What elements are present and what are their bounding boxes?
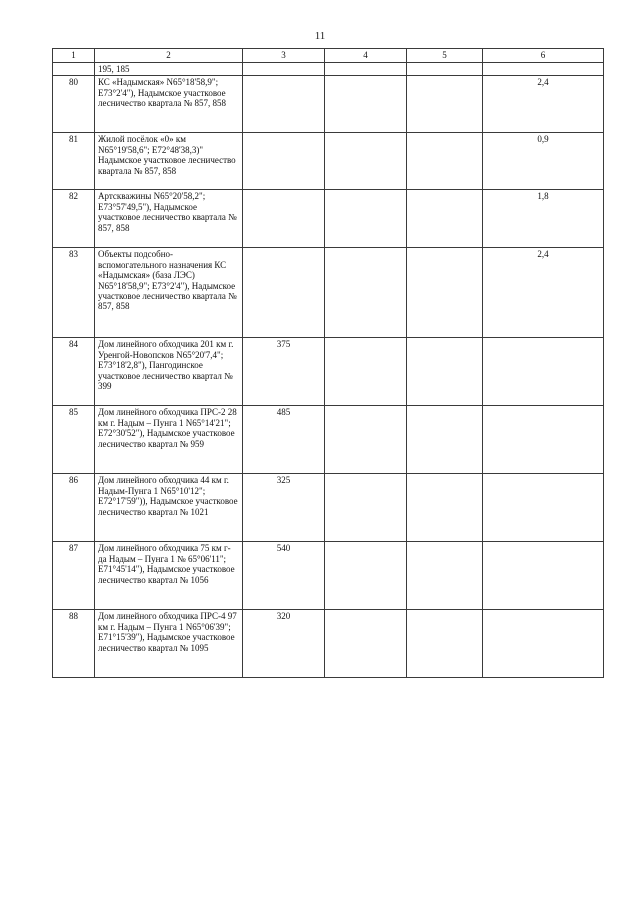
col3-value: 320 xyxy=(243,610,325,678)
object-description: Дом линейного обходчика 201 км г. Уренгой-Новопсков N65°20'7,4"; E73°18'2,8"), Пангодинское участковое лесничество квартал № 399 xyxy=(95,338,243,406)
row-number: 86 xyxy=(53,474,95,542)
col4-value xyxy=(325,406,407,474)
col5-value xyxy=(407,338,483,406)
col4-value xyxy=(325,133,407,190)
col6-value xyxy=(483,542,604,610)
table-row xyxy=(53,610,604,678)
table-row xyxy=(53,474,604,542)
table-row xyxy=(53,76,604,133)
object-description: Дом линейного обходчика 75 км г-да Надым – Пунга 1 № 65°06'11"; E71°45'14"), Надымское участковое лесничество квартал № 1056 xyxy=(95,542,243,610)
col3-value xyxy=(243,190,325,248)
row-number: 82 xyxy=(53,190,95,248)
header-col-3: 3 xyxy=(243,49,325,63)
col5-value xyxy=(407,76,483,133)
object-description: Объекты подсобно-вспомогательного назначения КС «Надымская» (база ЛЭС) N65°18'58,9"; E73°2'4"), Надымское участковое лесничество квартала № 857, 858 xyxy=(95,248,243,338)
row-number: 80 xyxy=(53,76,95,133)
table-row xyxy=(53,190,604,248)
row-number: 85 xyxy=(53,406,95,474)
col5-value xyxy=(407,133,483,190)
object-description: Дом линейного обходчика ПРС-2 28 км г. Надым – Пунга 1 N65°14'21"; E72°30'52"), Надымское участковое лесничество квартал № 959 xyxy=(95,406,243,474)
row-number: 81 xyxy=(53,133,95,190)
object-description: Артскважины N65°20'58,2"; E73°57'49,5"), Надымское участковое лесничество квартала № 857, 858 xyxy=(95,190,243,248)
continuation-row xyxy=(53,63,604,76)
col3-value: 540 xyxy=(243,542,325,610)
header-col-2: 2 xyxy=(95,49,243,63)
col3-value xyxy=(243,76,325,133)
row-number: 87 xyxy=(53,542,95,610)
page-number: 11 xyxy=(314,30,326,42)
col4-value xyxy=(325,338,407,406)
table-row xyxy=(53,248,604,338)
col5-value xyxy=(407,610,483,678)
continuation-text: 195, 185 xyxy=(95,63,243,76)
object-description: КС «Надымская» N65°18'58,9"; E73°2'4"), Надымское участковое лесничество квартала № 857, 858 xyxy=(95,76,243,133)
col5-value xyxy=(407,474,483,542)
col3-value xyxy=(243,133,325,190)
col4-value xyxy=(325,542,407,610)
table-row xyxy=(53,542,604,610)
object-description: Дом линейного обходчика 44 км г. Надым-Пунга 1 N65°10'12"; E72°17'59")), Надымское участковое лесничество квартал № 1021 xyxy=(95,474,243,542)
col3-value: 375 xyxy=(243,338,325,406)
col4-value xyxy=(325,76,407,133)
document-table xyxy=(52,48,604,678)
col6-value xyxy=(483,610,604,678)
col5-value xyxy=(407,406,483,474)
col6-value: 0,9 xyxy=(483,133,604,190)
row-number: 88 xyxy=(53,610,95,678)
col4-value xyxy=(325,248,407,338)
col5-value xyxy=(407,542,483,610)
object-description: Дом линейного обходчика ПРС-4 97 км г. Надым – Пунга 1 N65°06'39"; E71°15'39"), Надымское участковое лесничество квартал № 1095 xyxy=(95,610,243,678)
col6-value xyxy=(483,474,604,542)
header-col-1: 1 xyxy=(53,49,95,63)
col6-value: 2,4 xyxy=(483,76,604,133)
col6-value xyxy=(483,338,604,406)
row-number: 83 xyxy=(53,248,95,338)
object-description: Жилой посёлок «0» км N65°19'58,6"; E72°48'38,3)" Надымское участковое лесничество квартала № 857, 858 xyxy=(95,133,243,190)
col4-value xyxy=(325,190,407,248)
header-col-6: 6 xyxy=(483,49,604,63)
header-col-5: 5 xyxy=(407,49,483,63)
table-row xyxy=(53,406,604,474)
col3-value: 485 xyxy=(243,406,325,474)
col6-value: 1,8 xyxy=(483,190,604,248)
col6-value: 2,4 xyxy=(483,248,604,338)
table-row xyxy=(53,133,604,190)
col3-value: 325 xyxy=(243,474,325,542)
col4-value xyxy=(325,610,407,678)
col5-value xyxy=(407,248,483,338)
col6-value xyxy=(483,406,604,474)
col5-value xyxy=(407,190,483,248)
header-col-4: 4 xyxy=(325,49,407,63)
table-row xyxy=(53,338,604,406)
header-row xyxy=(53,49,604,63)
col3-value xyxy=(243,248,325,338)
col4-value xyxy=(325,474,407,542)
row-number: 84 xyxy=(53,338,95,406)
